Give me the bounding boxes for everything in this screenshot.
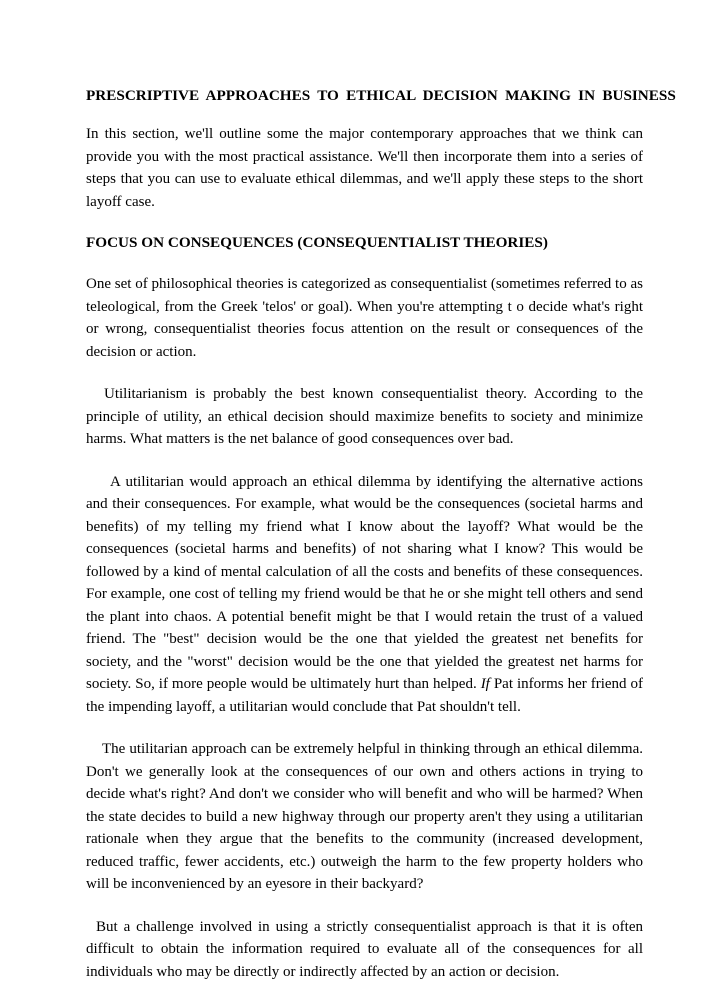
paragraph-utilitarian-helpful: The utilitarian approach can be extremely helpful in thinking through an ethical dilemma. Don't we generally look at the consequences of our own and others actions in trying to decide what's right? And don't we consider who will benefit and who will be harmed? When the state decides to build a new highway through our property aren't they using a utilitarian rationale when they argue that the benefits to the community (increased development, reduced traffic, fewer accidents, etc.) outweigh the harm to the few property holders who will be inconvenienced by an eyesore in their backyard? bbox=[86, 738, 643, 896]
intro-paragraph: In this section, we'll outline some the major contemporary approaches that we think can provide you with the most practical assistance. We'll then incorporate them into a series of steps that you can use to evaluate ethical dilemmas, and we'll apply these steps to the short layoff case. bbox=[86, 123, 643, 213]
paragraph-consequentialist: One set of philosophical theories is categorized as consequentialist (sometimes referred to as teleological, from the Greek 'telos' or goal). When you're attempting t o decide what's right or wrong, consequentialist theories focus attention on the result or consequences of the decision or action. bbox=[86, 273, 643, 363]
paragraph-utilitarian-approach bbox=[86, 471, 643, 719]
document-title: PRESCRIPTIVE APPROACHES TO ETHICAL DECISION MAKING IN BUSINESS bbox=[86, 86, 643, 106]
paragraph-utilitarian-approach-text: A utilitarian would approach an ethical dilemma by identifying the alternative actions and their consequences. For example, what would be the consequences (societal harms and benefits) of my telling my friend what I know about the layoff? What would be the consequences (societal harms and benefits) of not sharing what I know? This would be followed by a kind of mental calculation of all the costs and benefits of these consequences. For example, one cost of telling my friend would be that he or she might tell others and send the plant into chaos. A potential benefit might be that I would retain the trust of a valued friend. The "best" decision would be the one that yielded the greatest net benefits for society, and the "worst" decision would be the one that yielded the greatest net harms for society. So, if more people would be ultimately hurt than helped. bbox=[86, 474, 643, 693]
paragraph-utilitarian-approach-end: Pat informs her friend of the impending layoff, a utilitarian would conclude that Pat shouldn't tell. bbox=[86, 676, 643, 715]
document-page bbox=[86, 86, 643, 983]
paragraph-utilitarianism: Utilitarianism is probably the best known consequentialist theory. According to the principle of utility, an ethical decision should maximize benefits to society and minimize harms. What matters is the net balance of good consequences over bad. bbox=[86, 383, 643, 451]
section-heading: FOCUS ON CONSEQUENCES (CONSEQUENTIALIST THEORIES) bbox=[86, 233, 643, 253]
paragraph-challenge: But a challenge involved in using a strictly consequentialist approach is that it is often difficult to obtain the information required to evaluate all of the consequences for all individuals who may be directly or indirectly affected by an action or decision. bbox=[86, 916, 643, 983]
emphasis-if: If bbox=[481, 676, 490, 692]
